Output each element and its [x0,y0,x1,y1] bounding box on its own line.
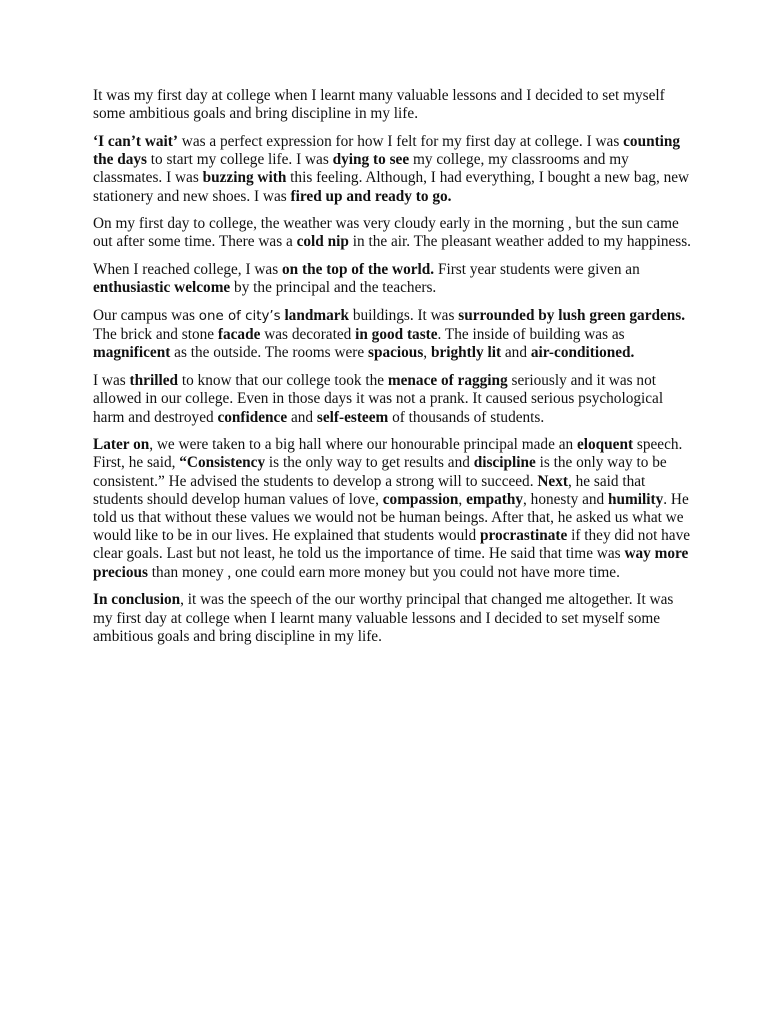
text-run: to know that our college took the [178,372,388,390]
text-run: than money , one could earn more money but you could not have more time. [147,563,620,581]
text-run: , honesty and [523,490,608,508]
bold-phrase: menace of ragging [387,372,508,390]
bold-phrase: surrounded by lush green gardens. [458,307,686,325]
text-run: On my first day to college, the weather was very cloudy early in the morning , but the sun came out after some time. There was a [93,215,679,251]
text-run: , he said that students should develop human values of love, [93,472,646,508]
bold-phrase: buzzing with [202,169,287,187]
bold-phrase: discipline [473,454,536,472]
bold-phrase: dying to see [332,151,410,169]
bold-phrase: fired up and ready to go. [290,187,452,205]
text-run: this feeling. Although, I had everything, I bought a new bag, new stationery and new shoes. I was [93,169,690,205]
text-run: The brick and stone [93,326,218,344]
bold-phrase: cold nip [296,233,349,251]
text-run: . He told us that without these values we would not be human beings. After that, he asked us what we would like to be in our lives. He explained that students would [93,490,689,545]
bold-phrase: confidence [217,408,288,426]
bold-phrase: way more precious [93,545,689,581]
document-page [93,87,693,655]
conclusion-paragraph [93,591,693,646]
text-run: to start my college life. I was [146,151,333,169]
bold-phrase: Later on [93,436,150,454]
text-run: was a perfect expression for how I felt for my first day at college. I was [177,132,624,150]
bold-phrase: self-esteem [316,408,389,426]
text-run: by the principal and the teachers. [230,279,437,297]
text-run: I was [93,372,130,390]
text-run: First year students were given an [434,261,640,279]
bold-phrase: ‘I can’t wait’ [93,132,178,150]
excitement-paragraph [93,133,693,206]
text-run: is the only way to get results and [265,454,474,472]
text-run: and [287,408,317,426]
bold-phrase: landmark [284,307,350,325]
text-run: of thousands of students. [388,408,545,426]
text-run: Our campus was [93,307,199,325]
intro-paragraph [93,87,693,123]
text-run: my college, my classrooms and my classmates. I was [93,151,629,187]
text-run: as the outside. The rooms were [170,344,369,362]
text-run: was decorated [260,326,356,344]
text-run: is the only way to be consistent.” He advised the students to develop a strong will to succeed. [93,454,667,490]
text-run: It was my first day at college when I learnt many valuable lessons and I decided to set myself some ambitious goals and bring discipline in my life. [93,87,665,123]
ragging-paragraph [93,372,693,427]
bold-phrase: facade [217,326,261,344]
bold-phrase: on the top of the world. [282,261,435,279]
weather-paragraph [93,215,693,251]
bold-phrase: Next [537,472,568,490]
bold-phrase: compassion [382,490,459,508]
bold-phrase: brightly lit [430,344,502,362]
bold-phrase: eloquent [576,436,634,454]
bold-phrase: In conclusion [93,591,181,609]
text-run: in the air. The pleasant weather added to my happiness. [348,233,692,251]
speech-paragraph [93,436,693,582]
bold-phrase: empathy [466,490,524,508]
text-run: speech. First, he said, [93,436,683,472]
text-run: seriously and it was not allowed in our college. Even in those days it was not a prank. It caused serious psychological harm and destroyed [93,372,664,426]
text-run: , we were taken to a big hall where our honourable principal made an [149,436,577,454]
campus-paragraph [93,307,693,363]
bold-phrase: in good taste [355,326,438,344]
bold-phrase: thrilled [129,372,178,390]
bold-phrase: humility [608,490,664,508]
bold-phrase: procrastinate [480,527,568,545]
bold-phrase: enthusiastic welcome [93,279,231,297]
bold-phrase: counting the days [93,132,681,169]
text-run: , [423,344,431,362]
text-run: one of city’s [198,309,281,325]
text-run: . The inside of building was as [437,326,625,344]
text-run: When I reached college, I was [93,261,282,279]
bold-phrase: “Consistency [179,454,266,472]
text-run: , [458,490,467,508]
text-run: buildings. It was [349,307,459,325]
text-run: , it was the speech of the our worthy principal that changed me altogether. It was my first day at college when I learnt many valuable lessons and I decided to set myself some ambitious goals and bring discipline in my life. [93,591,674,645]
bold-phrase: spacious [368,344,424,362]
bold-phrase: magnificent [93,344,171,362]
text-run: and [501,344,531,362]
arrival-paragraph [93,261,693,297]
text-run: if they did not have clear goals. Last but not least, he told us the importance of time. He said that time was [93,527,691,563]
bold-phrase: air-conditioned. [530,344,635,362]
